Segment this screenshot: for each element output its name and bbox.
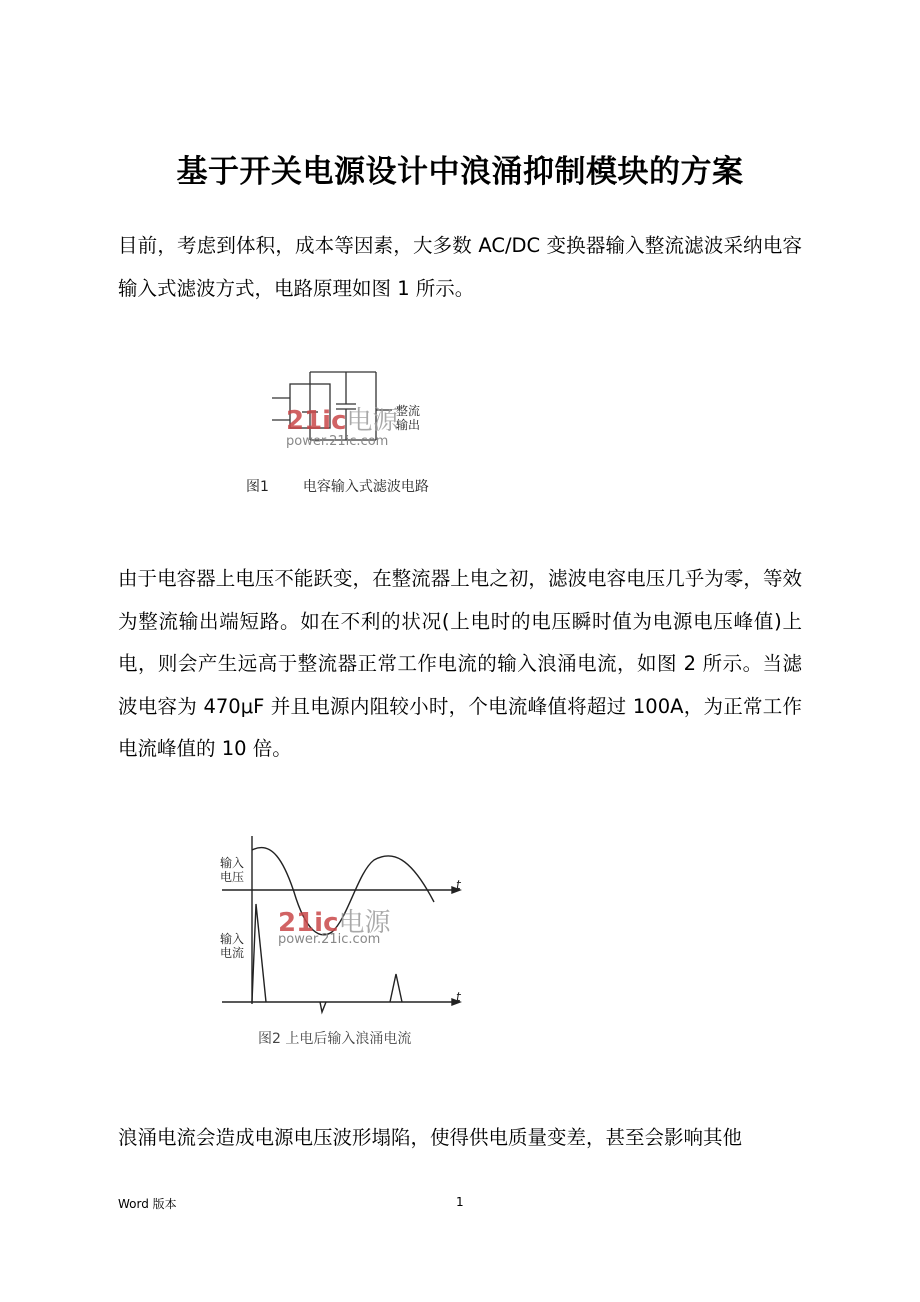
watermark-logo: 21ic电源 (286, 406, 399, 436)
output-label-line1: 整流 (396, 404, 421, 418)
figure-2-inrush-waveform (212, 832, 472, 1054)
watermark-logo: 21ic电源 (278, 908, 391, 938)
voltage-label-line1: 输入 (220, 856, 245, 870)
footer-label: Word 版本 (118, 1197, 177, 1211)
figure-1-circuit (240, 364, 470, 504)
watermark-url: power.21ic.com (278, 932, 381, 947)
figure-2-caption: 图2 上电后输入浪涌电流 (258, 1031, 412, 1047)
current-label-line2: 电流 (220, 946, 245, 960)
document-title: 基于开关电源设计中浪涌抑制模块的方案 (176, 154, 744, 190)
normal-current-pulse (390, 974, 402, 1002)
paragraph-intro: 目前，考虑到体积，成本等因素，大多数 AC/DC 变换器输入整流滤波采纳电容输入式滤波方式，电路原理如图 1 所示。 (118, 234, 802, 300)
watermark-url: power.21ic.com (286, 434, 389, 449)
inrush-current-spike (252, 904, 266, 1002)
figure-1-caption: 图1 电容输入式滤波电路 (246, 479, 429, 495)
time-axis-label-top: t (456, 878, 461, 892)
time-axis-label-bottom: t (456, 990, 461, 1004)
current-dip (320, 1002, 326, 1012)
page-number: 1 (456, 1195, 464, 1209)
paragraph-consequence: 浪涌电流会造成电源电压波形塌陷，使得供电质量变差，甚至会影响其他 (118, 1126, 743, 1149)
current-label-line1: 输入 (220, 932, 245, 946)
output-label-line2: 输出 (396, 418, 421, 432)
voltage-label-line2: 电压 (220, 870, 245, 884)
paragraph-inrush-explanation: 由于电容器上电压不能跃变，在整流器上电之初，滤波电容电压几乎为零，等效为整流输出端短路。如在不利的状况(上电时的电压瞬时值为电源电压峰值)上电，则会产生远高于整流器正常工作电流的输入浪涌电流，如图 2 所示。当滤波电容为 470μF 并且电源内阻较小时，个电流峰值将超过 100A，为正常工作电流峰值的 10 倍。 (118, 567, 802, 760)
